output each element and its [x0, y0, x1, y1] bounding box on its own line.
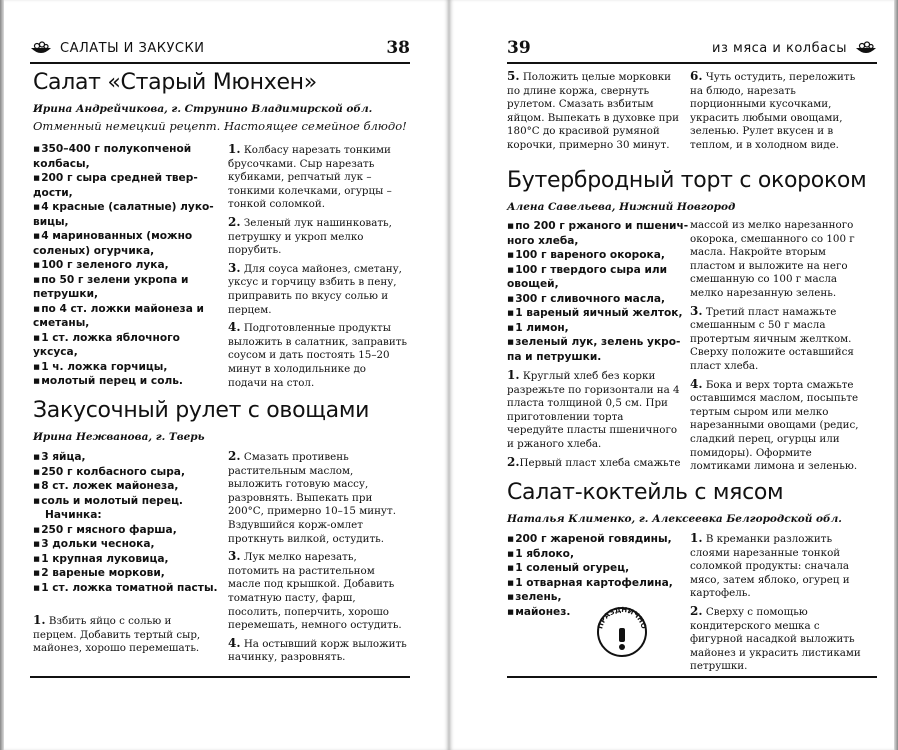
ingredient-line: ▪ 2 вареные моркови, — [33, 566, 223, 581]
recipe-title: Салат «Старый Мюнхен» — [33, 70, 317, 95]
ingredient-line: овощей, — [507, 278, 559, 290]
festive-stamp-icon — [592, 600, 652, 660]
recipe-title: Салат-коктейль с мясом — [507, 480, 784, 505]
ingredient-line: вицы, — [33, 215, 69, 228]
step-continued: массой из мелко нарезанного окорока, смешанного со 100 г масла. Накройте вторым пластом и выложите на него смешанную со 100 г масла мелко нарезанную зелень. — [690, 219, 855, 299]
ingredient-subhead: Начинка: — [45, 509, 102, 521]
step: 5. Положить целые морковки по длине коржа, свернуть рулетом. Смазать взбитым яйцом. Выпекать в духовке при 180°С до красивой румяной корочки, примерно 30 минут. — [507, 69, 679, 151]
ingredient-line: ▪ по 50 г зелени укропа и — [33, 273, 223, 288]
footer-rule — [30, 676, 410, 678]
steps-list — [690, 70, 870, 157]
recipe-author: Ирина Нежванова, г. Тверь — [33, 431, 205, 443]
ingredient-line: ▪ 1 вареный яичный желток, — [507, 306, 687, 321]
ingredient-line: дости, — [33, 186, 73, 199]
ingredient-line: ▪ 1 лимон, — [507, 321, 687, 336]
recipe-title: Бутербродный торт с окороком — [507, 168, 867, 193]
ingredient-line: ▪ 1 крупная луковица, — [33, 552, 223, 567]
section-title: из мяса и колбасы — [712, 40, 847, 56]
ingredient-line: ▪ 3 яйца, — [33, 450, 223, 465]
running-header-right — [507, 34, 877, 62]
page-number: 38 — [386, 38, 410, 58]
ingredient-line: ▪ 8 ст. ложек майонеза, — [33, 479, 223, 494]
header-rule — [507, 62, 877, 64]
ingredients-list — [33, 450, 223, 595]
ingredient-line: ▪ 100 г твердого сыра или — [507, 263, 687, 278]
ingredient-line: ▪ 1 отварная картофелина, — [507, 576, 687, 591]
ingredient-line: ного хлеба, — [507, 234, 579, 247]
page-edge — [0, 0, 4, 750]
step: 4. На остывший корж выложить начинку, разровнять. — [228, 635, 407, 664]
ingredient-line: сметаны, — [33, 317, 90, 329]
recipe-author: Наталья Клименко, г. Алексеевка Белгородской обл. — [507, 513, 842, 525]
salad-bowl-icon — [855, 40, 877, 56]
ingredient-line: ▪ 300 г сливочного масла, — [507, 292, 687, 307]
step: 4. Бока и верх торта смажьте оставшимся маслом, посыпьте тертым сыром или мелко нарезанными овощами (редис, сладкий перец, огурцы или помидоры). Оформите ломтиками лимона и зеленью. — [690, 376, 859, 473]
step: 2.Первый пласт хлеба смажьте — [507, 454, 681, 469]
ingredient-line: ▪ майонез. — [507, 605, 687, 620]
header-rule — [30, 62, 410, 64]
step: 1. Колбасу нарезать тонкими брусочками. Сыр нарезать кубиками, репчатый лук – тонкими колечками, огурцы – тонкой соломкой. — [228, 142, 392, 211]
ingredient-line: уксуса, — [33, 346, 78, 358]
recipe-intro: Отменный немецкий рецепт. Настоящее семейное блюдо! — [33, 119, 407, 133]
salad-bowl-icon — [30, 40, 52, 56]
ingredient-line: ▪ молотый перец и соль. — [33, 374, 223, 389]
step: 2. Смазать противень растительным маслом, выложить готовую массу, разровнять. Выпекать при 200°С, примерно 10–15 минут. Вздувшийся корж-омлет проткнуть вилкой, остудить. — [228, 449, 396, 545]
ingredient-line: ▪ 4 красные (салатные) луко- — [33, 200, 223, 215]
step: 3. Для соуса майонез, сметану, уксус и горчицу взбить в пену, приправить по вкусу солью и перцем. — [228, 260, 402, 316]
ingredient-line: ▪ зелень, — [507, 590, 687, 605]
ingredient-line: ▪ 250 г мясного фарша, — [33, 523, 223, 538]
ingredient-line: ▪ 1 ст. ложка томатной пасты. — [33, 581, 223, 596]
footer-rule — [507, 676, 877, 678]
page-edge — [894, 0, 898, 750]
ingredient-line: ▪ 350–400 г полукопченой — [33, 142, 223, 157]
steps-list — [690, 532, 870, 678]
step: 4. Подготовленные продукты выложить в салатник, заправить соусом и дать постоять 15–20 минут в холодильнике до подачи на стол. — [228, 320, 408, 389]
steps-list — [507, 369, 682, 474]
step: 1. Взбить яйцо с солью и перцем. Добавить тертый сыр, майонез, хорошо перемешать. — [33, 613, 201, 655]
step: 1. В креманки разложить слоями нарезанные тонкой соломкой продукты: сначала мясо, затем яблоко, огурец и картофель. — [690, 531, 850, 600]
step: 6. Чуть остудить, переложить на блюдо, нарезать порционными кусочками, украсить любыми овощами, зеленью. Рулет вкусен и в теплом, и в холодном виде. — [690, 69, 856, 151]
ingredient-line: ▪ 1 ст. ложка яблочного — [33, 331, 223, 346]
ingredient-line: ▪ 3 дольки чеснока, — [33, 537, 223, 552]
ingredient-line: ▪ 200 г сыра средней твер- — [33, 171, 223, 186]
ingredient-line: колбасы, — [33, 157, 90, 170]
stamp-label: ПРАЗДНИЧНО — [596, 605, 648, 630]
ingredient-line: ▪ 1 ч. ложка горчицы, — [33, 360, 223, 375]
ingredient-line: ▪ 100 г вареного окорока, — [507, 248, 687, 263]
ingredient-line: ▪ зеленый лук, зелень укро- — [507, 335, 687, 350]
ingredient-line: ▪ 100 г зеленого лука, — [33, 258, 223, 273]
section-title: САЛАТЫ И ЗАКУСКИ — [60, 40, 205, 56]
ingredient-line: ▪ 4 маринованных (можно — [33, 229, 223, 244]
ingredient-line: ▪ по 4 ст. ложки майонеза и — [33, 302, 223, 317]
steps-list — [228, 450, 408, 669]
steps-list — [690, 219, 870, 478]
recipe-title: Закусочный рулет с овощами — [33, 398, 370, 423]
ingredient-line: па и петрушки. — [507, 350, 602, 363]
step: 2. Зеленый лук нашинковать, петрушку и укроп мелко порубить. — [228, 214, 392, 257]
step: 1. Круглый хлеб без корки разрежьте по горизонтали на 4 пласта толщиной 0,5 см. При приготовлении торта чередуйте пласты пшеничного и ржаного хлеба. — [507, 368, 680, 450]
ingredient-line: ▪ 1 яблоко, — [507, 547, 687, 562]
ingredient-line: петрушки, — [33, 288, 99, 300]
ingredients-list — [33, 142, 223, 389]
step: 3. Лук мелко нарезать, потомить на растительном масле под крышкой. Добавить томатную пасту, фарш, посолить, поперчить, хорошо перемешать, немного остудить. — [228, 549, 402, 632]
page-number: 39 — [507, 38, 531, 58]
ingredient-line: ▪ 1 соленый огурец, — [507, 561, 687, 576]
ingredient-line: ▪ 250 г колбасного сыра, — [33, 465, 223, 480]
ingredient-line: соленых) огурчика, — [33, 244, 155, 257]
ingredients-list — [507, 219, 687, 364]
recipe-author: Алена Савельева, Нижний Новгород — [507, 201, 736, 213]
running-header-left — [30, 34, 410, 62]
step: 3. Третий пласт намажьте смешанным с 50 г масла протертым яичным желтком. Сверху положите оставшийся пласт хлеба. — [690, 303, 854, 372]
step: 2. Сверху с помощью кондитерского мешка с фигурной насадкой выложить майонез и украсить листиками петрушки. — [690, 603, 861, 673]
ingredient-line: ▪ 200 г жареной говядины, — [507, 532, 687, 547]
right-page — [449, 0, 898, 750]
recipe-author: Ирина Андрейчикова, г. Струнино Владимирской обл. — [33, 103, 373, 115]
steps-list — [507, 70, 682, 157]
ingredient-line: ▪ соль и молотый перец. — [33, 494, 223, 509]
ingredient-line: ▪ по 200 г ржаного и пшенич- — [507, 219, 687, 234]
steps-list — [228, 143, 408, 394]
steps-list — [33, 614, 218, 660]
